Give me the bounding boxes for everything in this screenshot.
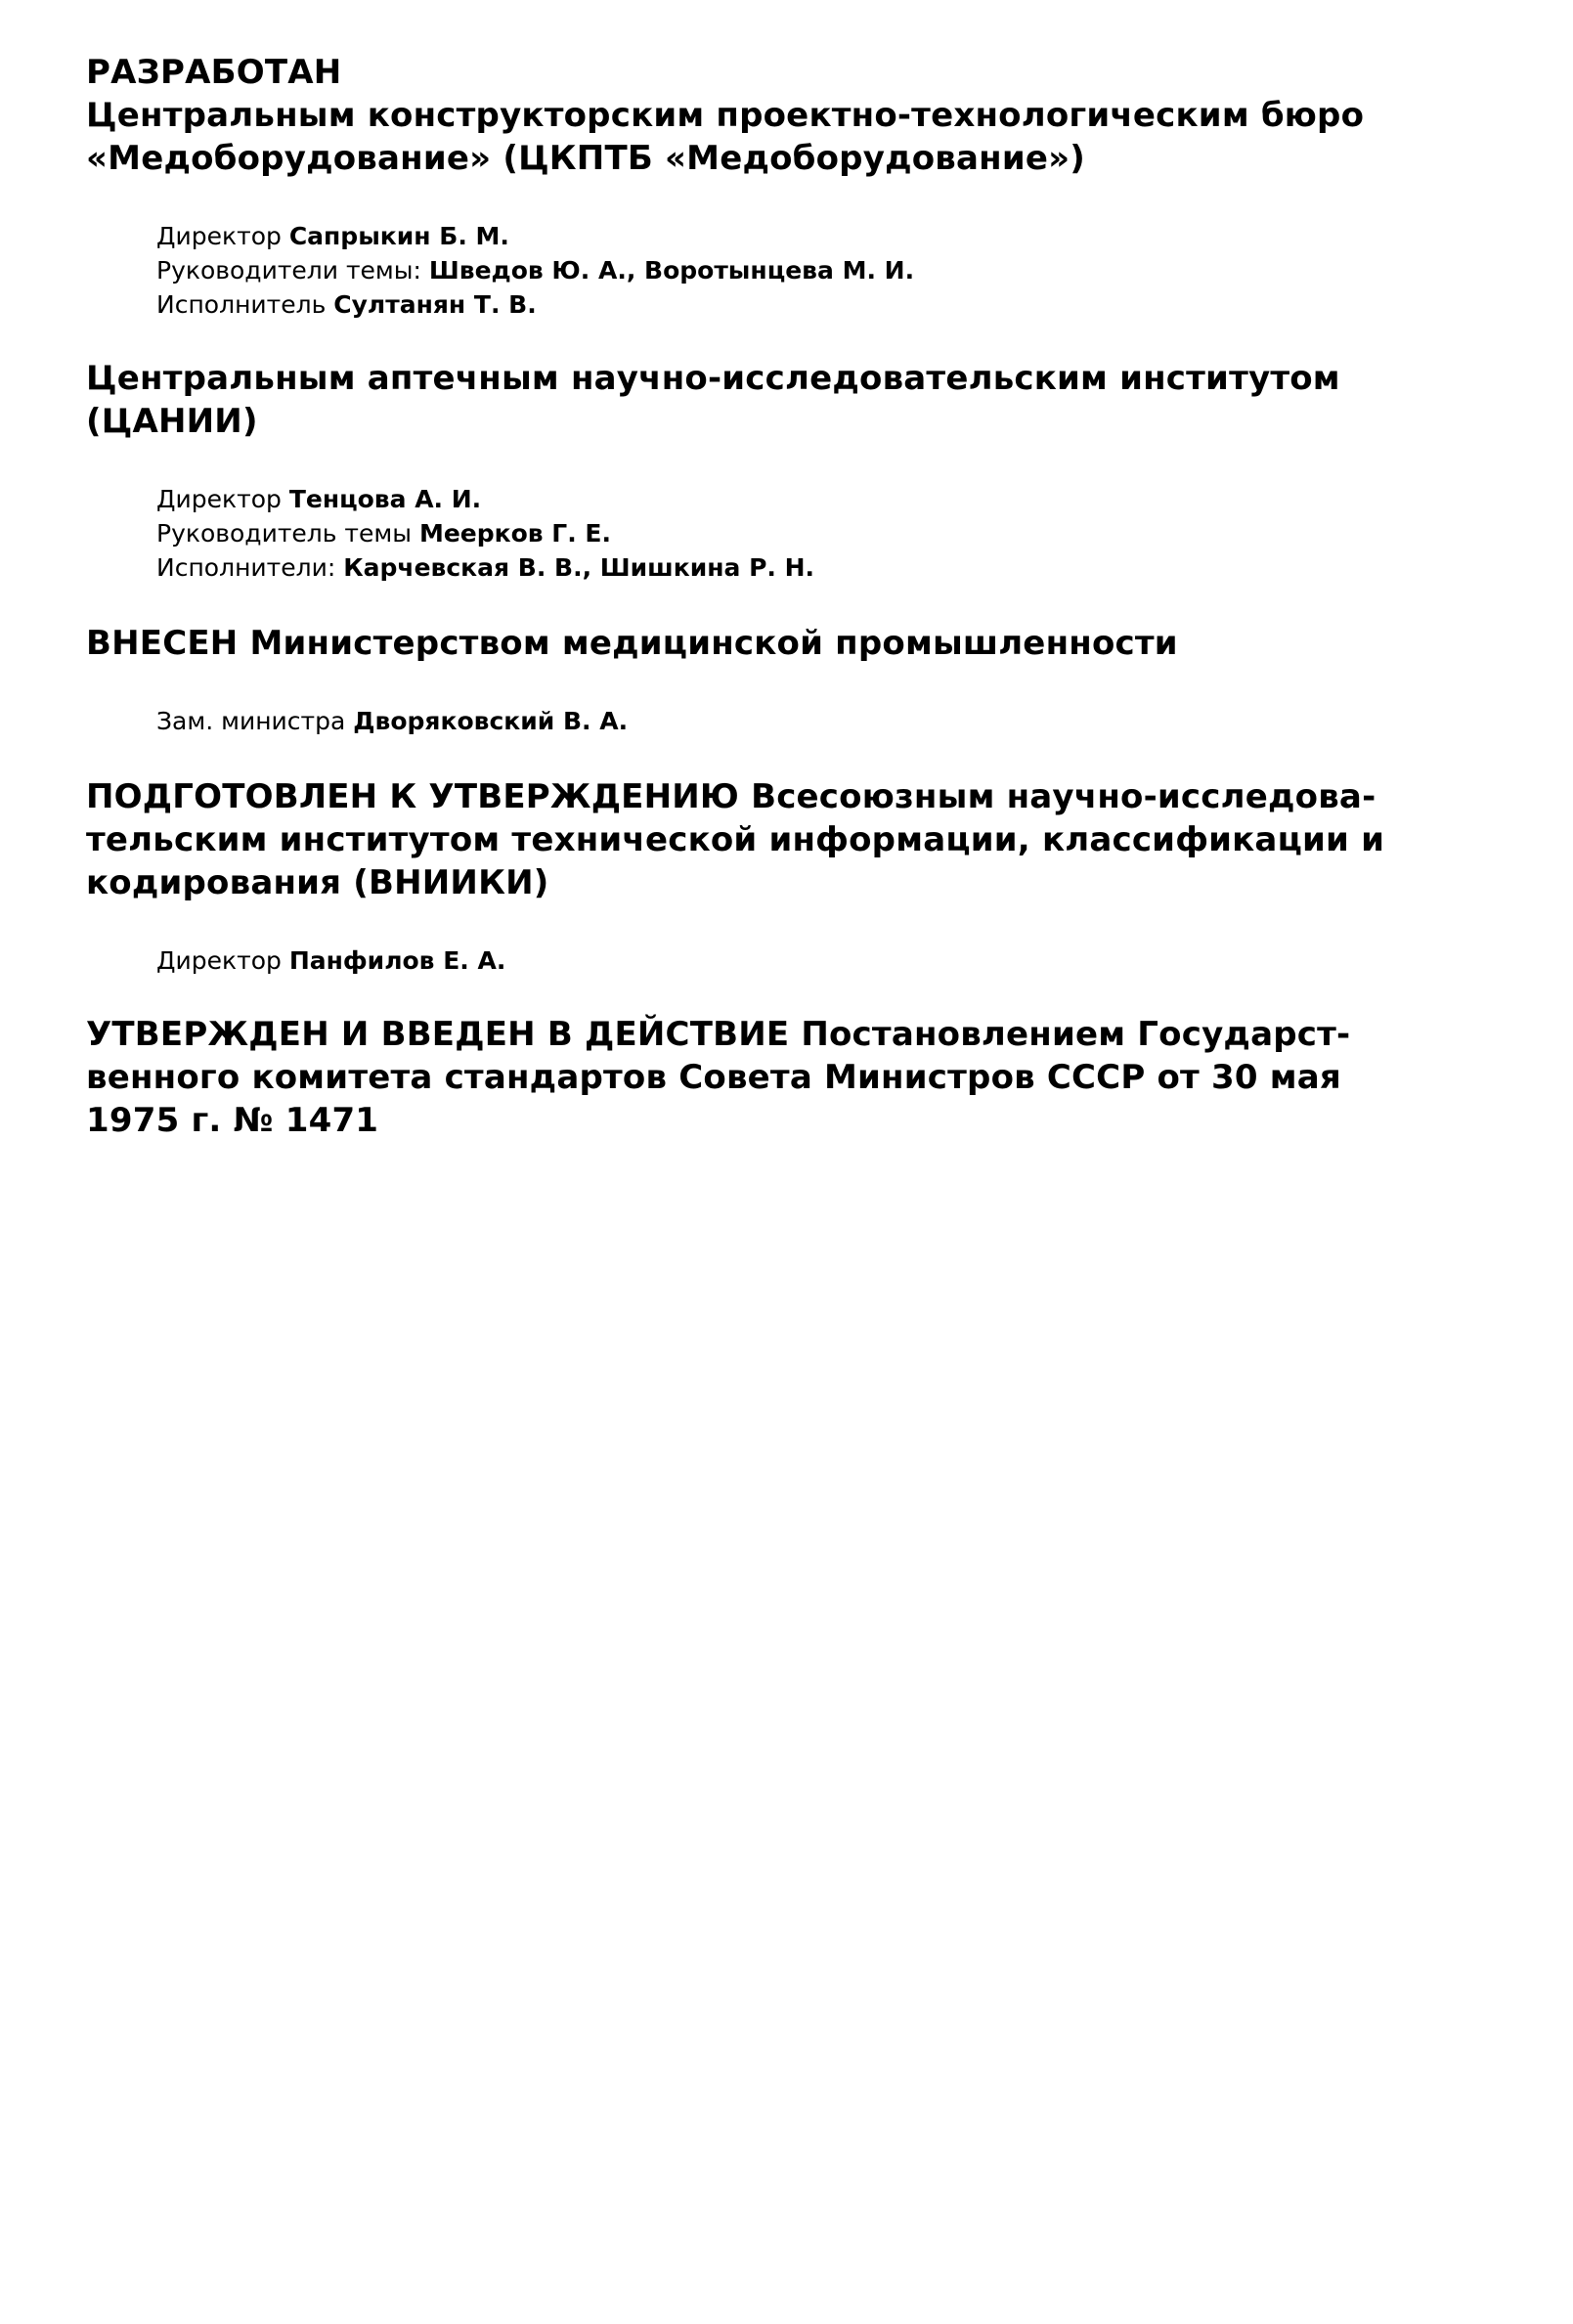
spacer	[86, 904, 1466, 943]
utverzhden-line3: 1975 г. № 1471	[86, 1101, 379, 1140]
org1-line2: «Медоборудование» (ЦКПТБ «Медоборудование»)	[86, 139, 1086, 178]
person-name: Панфилов Е. А.	[288, 946, 506, 975]
podgotovlen-line3: кодирования (ВНИИКИ)	[86, 863, 549, 902]
person-role: Исполнители:	[156, 553, 336, 582]
utverzhden-label: УТВЕРЖДЕН И ВВЕДЕН В ДЕЙСТВИЕ	[86, 1015, 790, 1054]
person-role: Руководители темы:	[156, 256, 421, 285]
spacer	[86, 738, 1466, 775]
org2-line1: Центральным аптечным научно-исследовательским институтом	[86, 359, 1340, 398]
org1-people	[86, 219, 1466, 322]
section-utverzhden	[86, 1013, 1466, 1142]
razrabotan-label: РАЗРАБОТАН	[86, 53, 342, 92]
spacer	[86, 665, 1466, 704]
podgotovlen-line1	[86, 775, 1466, 818]
vnesen-line	[86, 622, 1466, 665]
person-name: Меерков Г. Е.	[418, 519, 611, 548]
person-role: Руководитель темы	[156, 519, 412, 548]
person-row	[156, 516, 1466, 550]
person-row	[156, 943, 1466, 978]
spacer	[86, 585, 1466, 622]
person-name: Тенцова А. И.	[288, 485, 482, 513]
utverzhden-text1: Постановлением Государст-	[801, 1015, 1351, 1054]
document-page	[86, 51, 1466, 1142]
person-name: Султанян Т. В.	[333, 290, 537, 319]
podgotovlen-line2: тельским институтом технической информации, классификации и	[86, 820, 1385, 859]
vnesen-label: ВНЕСЕН	[86, 624, 239, 663]
person-name: Карчевская В. В., Шишкина Р. Н.	[343, 553, 815, 582]
org1-line1: Центральным конструкторским проектно-технологическим бюро	[86, 96, 1365, 135]
person-role: Директор	[156, 222, 282, 250]
person-name: Дворяковский В. А.	[353, 707, 629, 735]
person-role: Зам. министра	[156, 707, 346, 735]
podgotovlen-people	[86, 943, 1466, 978]
person-row	[156, 482, 1466, 516]
utverzhden-line1	[86, 1013, 1466, 1056]
section-razrabotan	[86, 51, 1466, 585]
person-row	[156, 287, 1466, 322]
spacer	[86, 443, 1466, 482]
person-name: Сапрыкин Б. М.	[288, 222, 509, 250]
person-role: Директор	[156, 485, 282, 513]
person-row	[156, 704, 1466, 738]
org2-line2: (ЦАНИИ)	[86, 402, 258, 441]
vnesen-people	[86, 704, 1466, 738]
person-role: Директор	[156, 946, 282, 975]
person-row	[156, 219, 1466, 253]
spacer	[86, 322, 1466, 357]
person-role: Исполнитель	[156, 290, 327, 319]
podgotovlen-text1: Всесоюзным научно-исследова-	[751, 777, 1376, 816]
utverzhden-line2: венного комитета стандартов Совета Министров СССР от 30 мая	[86, 1058, 1341, 1097]
section-podgotovlen	[86, 775, 1466, 978]
spacer	[86, 180, 1466, 219]
person-name: Шведов Ю. А., Воротынцева М. И.	[428, 256, 915, 285]
person-row	[156, 253, 1466, 287]
org2-people	[86, 482, 1466, 585]
vnesen-text: Министерством медицинской промышленности	[249, 624, 1178, 663]
podgotovlen-label: ПОДГОТОВЛЕН К УТВЕРЖДЕНИЮ	[86, 777, 740, 816]
section-vnesen	[86, 622, 1466, 738]
person-row	[156, 550, 1466, 585]
spacer	[86, 978, 1466, 1013]
